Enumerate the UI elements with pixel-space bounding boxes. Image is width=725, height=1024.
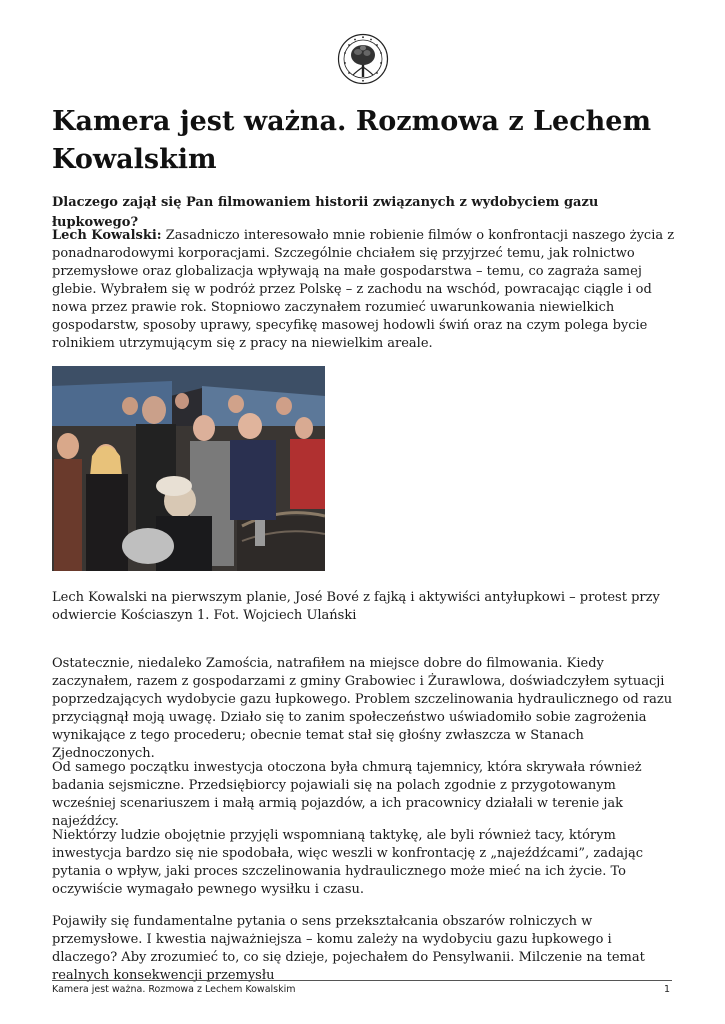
page-number: 1 (664, 984, 671, 995)
logo-seal (337, 33, 389, 85)
footer-divider (52, 980, 672, 981)
answer-text: Zasadniczo interesowało mnie robienie filmów o konfrontacji naszego życia z ponadnarodowymi korporacjami. Szczególnie chciałem się przyjrzeć temu, jak rolnictwo przemysłowe oraz globalizacja wpływają na małe gospodarstwa – temu, co zagraża samej glebie. Wybrałem się w podróż przez Polskę – z zachodu na wschód, powracając ciągle i od nowa przez prawie rok. Stopniowo zaczynałem rozumieć uwarunkowania niewielkich gospodarstw, sposoby uprawy, specyfikę masowej hodowli świń oraz na czym polega bycie rolnikiem utrzymującym się z pracy na niewielkim areale. (52, 228, 675, 351)
speaker-name: Lech Kowalski: (52, 228, 162, 243)
body-paragraph: Ostatecznie, niedaleko Zamościa, natrafiłem na miejsce dobre do filmowania. Kiedy zaczynałem, razem z gospodarzami z gminy Grabowiec i Żurawlowa, doświadczyłem sytuacji poprzedzających wydobycie gazu łupkowego. Problem szczelinowania hydraulicznego od razu przyciągnął moją uwagę. Działo się to zanim społeczeństwo uświadomiło sobie zagrożenia wynikające z tego procederu; obecnie temat stał się głośny zwłaszcza w Stanach Zjednoczonych. (52, 656, 673, 761)
protest-photo (52, 366, 325, 571)
body-paragraph: Niektórzy ludzie obojętnie przyjęli wspomnianą taktykę, ale byli również tacy, którym inwestycja bardzo się nie spodobała, więc weszli w konfrontację z „najeźdźcami”, zadając pytania o wpływ, jaki proces szczelinowania hydraulicznego może mieć na ich życie. To oczywiście wymagało pewnego wysiłku i czasu. (52, 828, 644, 897)
photo-caption: Lech Kowalski na pierwszym planie, José Bové z fajką i aktywiści antyłupkowi – protest przy odwiercie Kościaszyn 1. Fot. Wojciech Ulański (52, 590, 660, 623)
footer-title: Kamera jest ważna. Rozmowa z Lechem Kowalskim (52, 984, 296, 995)
interview-question: Dlaczego zajął się Pan filmowaniem historii związanych z wydobyciem gazu łupkowego? (52, 195, 599, 230)
tree-seal-icon (337, 33, 389, 85)
body-paragraph: Od samego początku inwestycja otoczona była chmurą tajemnicy, która skrywała również badania sejsmiczne. Przedsiębiorcy pojawiali się na polach zgodnie z przygotowanym wcześniej scenariuszem i małą armią pojazdów, a ich pracownicy działali w terenie jak najeźdźcy. (52, 760, 642, 829)
body-paragraph: Pojawiły się fundamentalne pytania o sens przekształcania obszarów rolniczych w przemysłowe. I kwestia najważniejsza – komu zależy na wydobyciu gazu łupkowego i dlaczego? Aby zrozumieć to, co się dzieje, pojechałem do Pensylwanii. Milczenie na temat realnych konsekwencji przemysłu (52, 914, 645, 983)
page-title: Kamera jest ważna. Rozmowa z Lechem Kowalskim (52, 106, 652, 175)
answer-paragraph (52, 227, 677, 353)
